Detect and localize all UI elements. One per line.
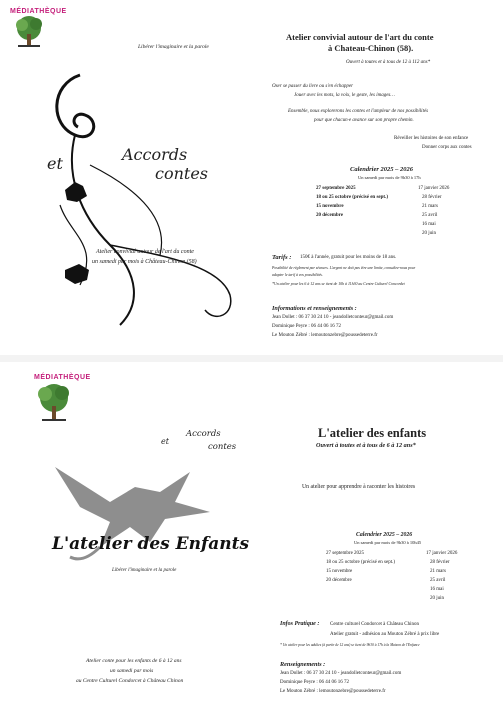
calendar-left-4: 20 décembre (316, 213, 343, 218)
text-line-3: Ensemble, nous explorerons les contes et l'ampleur de nos possibilités (288, 109, 429, 114)
text-line-2: Jouer avec les mots, la voix, le geste, les images… (294, 93, 395, 98)
tagline: Libérer l'imaginaire et la parole (138, 44, 209, 50)
description-line-1: Atelier convivial autour de l'art du conte (96, 249, 194, 255)
calendar-left-1: 27 septembre 2025 (316, 186, 356, 191)
description-line-1: Atelier conte pour les enfants de 6 à 12 ans (86, 658, 182, 664)
calendar-right-3: 21 mars (422, 204, 438, 209)
tarifs-note-1: Possibilité de règlement par séances. L'argent ne doit pas être une limite, consultez-nous pour (272, 266, 416, 270)
intro: Un atelier pour apprendre à raconter les histoires (302, 484, 416, 490)
description-line-3: au Centre Culturel Condorcet à Château Chinon (76, 678, 184, 684)
brand-contes: contes (208, 442, 237, 452)
subtitle: Ouvert à toutes et à tous de 12 à 112 ans* (346, 60, 431, 65)
brand-et: et (161, 437, 169, 446)
infos-note: * Un atelier pour les adultes (à partir de 12 ans) se tient de 9h30 à 17h à la Maison de l'Enfance (280, 643, 420, 647)
calendar-right-5: 16 mai (430, 587, 444, 592)
logo-text: MÉDIATHÈQUE (34, 374, 91, 381)
panel-bottom-right (262, 362, 503, 722)
info-line-2: Dominique Peyre : 06 44 06 16 72 (272, 324, 342, 329)
calendar-right-3: 21 mars (430, 569, 446, 574)
text-line-4: pour que chacun·e avance sur son propre chemin. (314, 118, 414, 123)
text-line-1: Oser se passer du livre ou s'en échapper (272, 84, 354, 89)
tarifs-label: Tarifs : (272, 254, 292, 261)
infos-line-2: Atelier gratuit - adhésion au Mouton Zébré à prix libre (330, 632, 440, 637)
tarifs-note-3: *Un atelier pour les 6 à 12 ans se tient de 10h à 11h30 au Centre Culturel Concordet (272, 282, 405, 286)
calendar-right-1: 17 janvier 2026 (426, 551, 458, 556)
tagline: Libérer l'imaginaire et la parole (112, 568, 177, 573)
calendar-right-2: 28 février (422, 195, 442, 200)
infos-label: Infos Pratique : (280, 621, 320, 627)
brand-accords: Accords (122, 145, 188, 164)
calendar-subtitle: Un samedi par mois de 9h30 à 17h (358, 175, 421, 180)
info-line-3: Le Mouton Zébré : lemoutonzebre@poussedeterre.fr (272, 333, 378, 338)
tarifs-note-2: adapter le tarif à vos possibilités. (272, 273, 323, 277)
subtitle: Ouvert à toutes et à tous de 6 à 12 ans* (316, 442, 416, 449)
mediatheque-tree-logo (34, 382, 74, 424)
renseignements-line-2: Dominique Peyre : 06 44 06 16 72 (280, 680, 350, 685)
calendar-right-5: 16 mai (422, 222, 436, 227)
calendar-right-1: 17 janvier 2026 (418, 186, 450, 191)
logo-text: MÉDIATHÈQUE (10, 8, 67, 15)
calendar-left-2: 18 ou 25 octobre (précisé en sept.) (316, 195, 388, 200)
calendar-title: Calendrier 2025 – 2026 (350, 166, 414, 173)
calendar-right-6: 20 juin (422, 231, 437, 236)
description-line-2: un samedi par mois (110, 668, 154, 674)
info-line-1: Jean Dollet : 06 37 30 24 10 - jeandolletconteur@gmail.com (272, 315, 394, 320)
calendar-subtitle: Un samedi par mois de 9h30 à 10h45 (354, 540, 422, 545)
info-title: Informations et renseignements : (272, 305, 357, 312)
ornament-swirl-illustration (20, 65, 250, 345)
brand-accords: Accords (186, 429, 221, 439)
panel-bottom-left (0, 362, 265, 722)
title: L'atelier des enfants (318, 426, 427, 440)
infos-text: Centre culturel Condorcet à Château Chinon (330, 622, 420, 627)
text-line-6: Donner corps aux contes (422, 145, 472, 150)
calendar-title: Calendrier 2025 – 2026 (356, 532, 413, 538)
calendar-left-3: 15 novembre (326, 569, 353, 574)
renseignements-title: Renseignements : (280, 661, 326, 668)
mediatheque-tree-logo (12, 14, 46, 50)
calendar-left-2: 18 ou 25 octobre (précisé en sept.) (326, 560, 396, 565)
calendar-left-4: 20 décembre (326, 578, 352, 583)
big-title: L'atelier des Enfants (52, 534, 250, 554)
title-line-2: à Chateau-Chinon (58). (328, 43, 414, 53)
panel-top-left (0, 0, 260, 355)
text-line-5: Réveiller les histoires de son enfance (394, 136, 469, 141)
renseignements-line-3: Le Mouton Zébré : lemoutonzebre@poussedeterre.fr (280, 689, 386, 694)
calendar-right-4: 25 avril (430, 578, 446, 583)
calendar-left-3: 15 novembre (316, 204, 344, 209)
renseignements-line-1: Jean Dollet : 06 37 30 24 10 - jeandolletconteur@gmail.com (280, 671, 402, 676)
description-line-2: un samedi par mois à Château-Chinon (58) (92, 259, 197, 265)
title-line-1: Atelier convivial autour de l'art du conte (286, 32, 434, 42)
calendar-right-4: 25 avril (422, 213, 438, 218)
calendar-right-2: 28 février (430, 560, 450, 565)
panel-top-right (252, 0, 503, 355)
brand-et: et (47, 154, 63, 173)
calendar-right-6: 20 juin (430, 596, 445, 601)
tarifs-text: 150€ à l'année, gratuit pour les moins de 18 ans. (300, 255, 397, 260)
calendar-left-1: 27 septembre 2025 (326, 551, 365, 556)
brand-contes: contes (155, 164, 209, 183)
